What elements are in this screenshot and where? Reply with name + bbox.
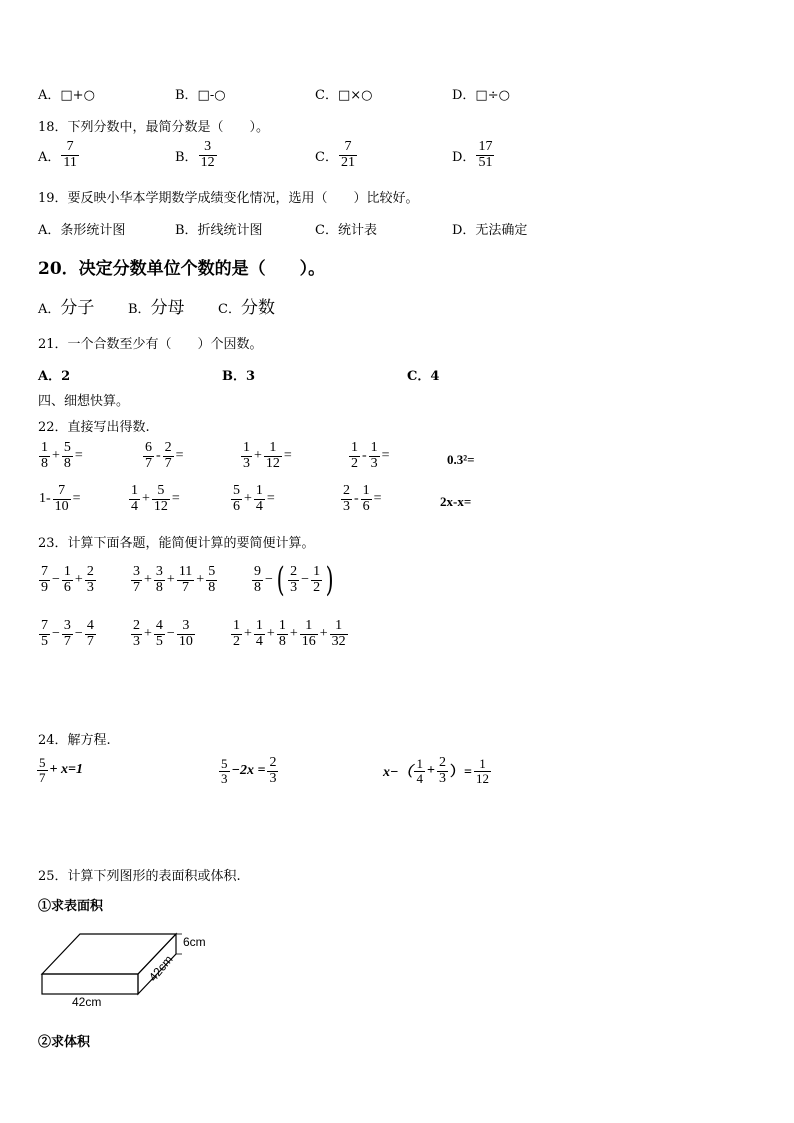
operator: - [354, 491, 359, 507]
q19-stem: 19．要反映小华本学期数学成绩变化情况，选用（ ）比较好。 [38, 191, 419, 206]
fraction [62, 565, 73, 595]
option-letter: C． [315, 149, 338, 165]
denominator: 8 [63, 455, 71, 471]
operator: + [166, 572, 175, 588]
q23-expr-r2e2 [130, 619, 196, 649]
fraction [254, 484, 265, 514]
option-text: 分母 [150, 298, 185, 318]
numerator: 1 [300, 619, 318, 635]
numerator: 1 [243, 440, 250, 455]
denominator: 7 [63, 633, 71, 649]
fraction [85, 619, 96, 649]
fraction [414, 757, 425, 785]
numerator: 7 [53, 484, 71, 500]
denominator: 3 [269, 770, 277, 786]
numerator: 1 [264, 441, 282, 457]
equation-2 [218, 756, 279, 786]
numerator: 1 [131, 483, 138, 498]
equals: = [171, 491, 180, 507]
q19-option-c: C．统计表 [315, 223, 377, 238]
fraction [61, 140, 78, 170]
fraction [154, 565, 165, 595]
operator: - [156, 448, 161, 464]
denominator: 7 [145, 455, 152, 471]
denominator: 7 [86, 633, 94, 649]
q25-part1 [38, 895, 103, 914]
part1-label: 求表面积 [51, 899, 104, 914]
fraction [143, 441, 154, 471]
numerator: 5 [39, 755, 46, 770]
q22-expr-text: 0.3²= [447, 452, 475, 467]
operator: + [244, 626, 252, 642]
numerator: 1 [474, 757, 491, 772]
denominator: 5 [155, 633, 163, 649]
q17-option-d: D．□÷○ [452, 88, 510, 103]
section-heading: 四、细想快算。 [38, 394, 130, 409]
q25-part2 [38, 1031, 90, 1050]
fraction [39, 619, 50, 649]
denominator: 3 [243, 455, 250, 471]
q21-stem: 21．一个合数至少有（ ）个因数。 [38, 337, 263, 352]
q23-expr-r1e1 [38, 565, 97, 595]
q17-option-a: A．□+○ [38, 88, 95, 103]
denominator: 21 [340, 154, 355, 170]
operator: − [74, 626, 83, 642]
denominator: 6 [362, 498, 370, 514]
denominator: 8 [41, 455, 48, 471]
fraction [85, 565, 96, 595]
fraction [206, 565, 217, 595]
numerator: 2 [290, 563, 298, 579]
q25-stem: 25．计算下列图形的表面积或体积. [38, 869, 241, 884]
q21-option-b: B．3 [222, 369, 256, 384]
denominator: 3 [343, 498, 350, 514]
numerator: 7 [61, 140, 78, 156]
equation-prefix: x−（ [383, 765, 413, 781]
denominator: 8 [254, 579, 261, 595]
fraction [341, 484, 352, 514]
fraction [437, 756, 448, 786]
fraction [39, 565, 50, 595]
cuboid-figure [36, 926, 236, 1008]
numerator: 6 [145, 440, 152, 455]
numerator: 9 [254, 563, 261, 579]
fraction [177, 619, 195, 649]
q23-stem: 23．计算下面各题，能简便计算的要简便计算。 [38, 536, 315, 551]
cuboid-front-face [42, 974, 138, 994]
numerator: 1 [313, 563, 321, 579]
q20-option-c [218, 293, 275, 318]
numerator: 4 [86, 618, 94, 633]
right-paren: ) [325, 560, 334, 600]
q20-option-b [128, 293, 185, 318]
fraction [277, 619, 288, 649]
fraction [62, 441, 73, 471]
denominator: 12 [265, 455, 280, 471]
fraction [39, 441, 50, 471]
option-letter: B． [175, 149, 198, 165]
denominator: 12 [475, 770, 489, 786]
numerator: 1 [278, 618, 286, 633]
operator: − [166, 626, 175, 642]
fraction [300, 619, 318, 649]
fraction [177, 565, 194, 595]
q18-stem: 18．下列分数中，最简分数是（ ）。 [38, 120, 270, 135]
denominator: 3 [86, 579, 94, 595]
q18-option-c [315, 140, 358, 170]
numerator: 3 [155, 564, 163, 579]
denominator: 4 [255, 498, 263, 514]
operator: + [266, 626, 275, 642]
circled-number-2: ② [38, 1035, 52, 1050]
q23-expr-r1e2 [130, 565, 218, 595]
numerator: 3 [177, 619, 195, 635]
denominator: 5 [41, 633, 48, 649]
operator: − [52, 626, 60, 642]
option-letter: B． [128, 302, 151, 317]
fraction [231, 619, 242, 649]
equation-rest: + x=1 [49, 762, 83, 778]
depth-label: 42cm [146, 952, 176, 984]
option-text: 分数 [240, 298, 275, 318]
fraction [330, 619, 348, 649]
numerator: 1 [416, 756, 423, 772]
denominator: 51 [478, 154, 493, 170]
q21-option-a: A．2 [38, 369, 71, 384]
operator: + [52, 448, 60, 464]
denominator: 3 [221, 770, 228, 786]
equals: = [381, 448, 390, 464]
q21-option-c: C．4 [407, 369, 440, 384]
q22-expr [340, 484, 383, 514]
fraction [288, 565, 299, 595]
equals: = [175, 448, 184, 464]
operator: + [254, 448, 262, 464]
denominator: 12 [153, 498, 168, 514]
left-paren: ( [276, 560, 285, 600]
numerator: 2 [86, 564, 94, 579]
denominator: 10 [178, 633, 193, 649]
numerator: 7 [41, 618, 48, 633]
numerator: 3 [63, 618, 71, 633]
numerator: 2 [269, 755, 277, 770]
width-label: 42cm [72, 995, 102, 1009]
numerator: 2 [438, 755, 446, 770]
q18-option-a [38, 140, 80, 170]
height-label: 6cm [183, 935, 206, 949]
denominator: 7 [182, 579, 190, 595]
equation-close: ）= [449, 765, 472, 781]
denominator: 3 [370, 455, 378, 471]
fraction [267, 756, 278, 786]
operator: + [196, 572, 205, 588]
numerator: 5 [233, 483, 240, 498]
numerator: 7 [339, 140, 357, 156]
q23-expr-r2e1 [38, 619, 97, 649]
numerator: 1 [362, 483, 370, 498]
operator: + [289, 626, 298, 642]
q22-expr [38, 441, 84, 471]
fraction [311, 565, 322, 595]
denominator: 7 [164, 455, 172, 471]
denominator: 8 [278, 633, 286, 649]
denominator: 11 [63, 154, 77, 170]
numerator: 1 [351, 440, 358, 455]
option-letter: D． [452, 149, 476, 165]
option-letter: C． [218, 302, 241, 317]
denominator: 12 [200, 154, 215, 170]
q22-expr [240, 441, 293, 471]
q17-option-c: C．□×○ [315, 88, 373, 103]
fraction [219, 757, 230, 785]
operator: + [144, 626, 152, 642]
numerator: 1 [330, 619, 348, 635]
operator: − [52, 572, 60, 588]
numerator: 5 [208, 564, 216, 579]
numerator: 2 [133, 618, 140, 633]
denominator: 16 [301, 633, 316, 649]
operator: − [301, 572, 310, 587]
q22-expr [38, 484, 82, 514]
equation-1 [36, 756, 84, 784]
equals: = [72, 491, 81, 507]
q24-stem: 24．解方程. [38, 733, 111, 748]
numerator: 11 [178, 564, 193, 579]
denominator: 10 [54, 498, 69, 514]
denominator: 4 [131, 498, 138, 514]
numerator: 1 [233, 618, 240, 633]
fraction [339, 140, 357, 170]
fraction [231, 484, 242, 514]
numerator: 5 [221, 756, 228, 772]
q17-option-b: B．□-○ [175, 88, 226, 103]
q20-stem: 20．决定分数单位个数的是（ ）。 [38, 259, 326, 279]
denominator: 2 [233, 633, 240, 649]
numerator: 1 [41, 440, 48, 455]
q22-expr [128, 484, 181, 514]
operator: - [362, 448, 367, 464]
fraction [131, 565, 142, 595]
denominator: 32 [331, 633, 346, 649]
numerator: 1 [370, 440, 378, 455]
fraction [252, 565, 263, 595]
part2-label: 求体积 [51, 1035, 91, 1050]
circled-number-1: ① [38, 899, 52, 914]
numerator: 2 [164, 440, 172, 455]
fraction [37, 756, 48, 784]
operator: + [426, 763, 435, 779]
fraction [361, 484, 372, 514]
fraction [163, 441, 174, 471]
numerator: 1 [63, 564, 71, 579]
q23-expr-r1e3 [251, 560, 336, 600]
numerator: 3 [133, 564, 140, 579]
fraction [474, 757, 491, 785]
denominator: 7 [39, 769, 46, 785]
equals: = [283, 448, 292, 464]
numerator: 3 [199, 140, 217, 156]
fraction [154, 619, 165, 649]
denominator: 4 [416, 770, 423, 786]
fraction [349, 441, 360, 471]
denominator: 6 [233, 498, 240, 514]
fraction [241, 441, 252, 471]
q22-expr [348, 441, 391, 471]
denominator: 8 [155, 579, 163, 595]
q22-expr-text: 2x-x= [440, 494, 472, 509]
q18-option-d [452, 140, 495, 170]
fraction [254, 619, 265, 649]
option-text: 分子 [60, 298, 95, 318]
fraction [129, 484, 140, 514]
q23-expr-r2e3 [230, 619, 349, 649]
q20-option-a [38, 293, 94, 318]
denominator: 7 [133, 579, 140, 595]
denominator: 4 [255, 633, 263, 649]
numerator: 17 [478, 139, 493, 154]
fraction [369, 441, 380, 471]
prefix: 1- [39, 491, 51, 507]
equation-3 [382, 756, 492, 786]
denominator: 2 [351, 455, 358, 471]
fraction [62, 619, 73, 649]
numerator: 4 [155, 618, 163, 633]
fraction [264, 441, 282, 471]
numerator: 2 [343, 483, 350, 498]
q22-stem: 22．直接写出得数. [38, 420, 150, 435]
fraction [476, 140, 494, 170]
denominator: 8 [208, 579, 216, 595]
operator: + [244, 491, 252, 507]
option-letter: A． [38, 149, 61, 165]
q19-option-d: D．无法确定 [452, 223, 528, 238]
denominator: 2 [313, 579, 321, 595]
denominator: 3 [438, 770, 446, 786]
operator: + [74, 572, 83, 588]
fraction [131, 619, 142, 649]
option-letter: A． [38, 302, 61, 317]
numerator: 7 [41, 564, 48, 579]
operator: + [319, 626, 328, 642]
equals: = [74, 448, 83, 464]
q19-option-a: A．条形统计图 [38, 223, 126, 238]
denominator: 9 [41, 579, 48, 595]
numerator: 1 [255, 618, 263, 633]
denominator: 3 [133, 633, 140, 649]
equals: = [266, 491, 275, 507]
numerator: 1 [255, 483, 263, 498]
equals: = [373, 491, 382, 507]
q18-option-b [175, 140, 218, 170]
q19-option-b: B．折线统计图 [175, 223, 263, 238]
denominator: 3 [290, 579, 298, 595]
numerator: 5 [152, 484, 170, 500]
numerator: 5 [63, 440, 71, 455]
operator: − [265, 572, 273, 587]
operator: + [142, 491, 150, 507]
q22-expr [230, 484, 276, 514]
denominator: 6 [63, 579, 71, 595]
equation-middle: −2x = [231, 763, 266, 779]
operator: + [144, 572, 152, 588]
q22-expr [142, 441, 185, 471]
fraction [199, 140, 217, 170]
fraction [53, 484, 71, 514]
fraction [152, 484, 170, 514]
